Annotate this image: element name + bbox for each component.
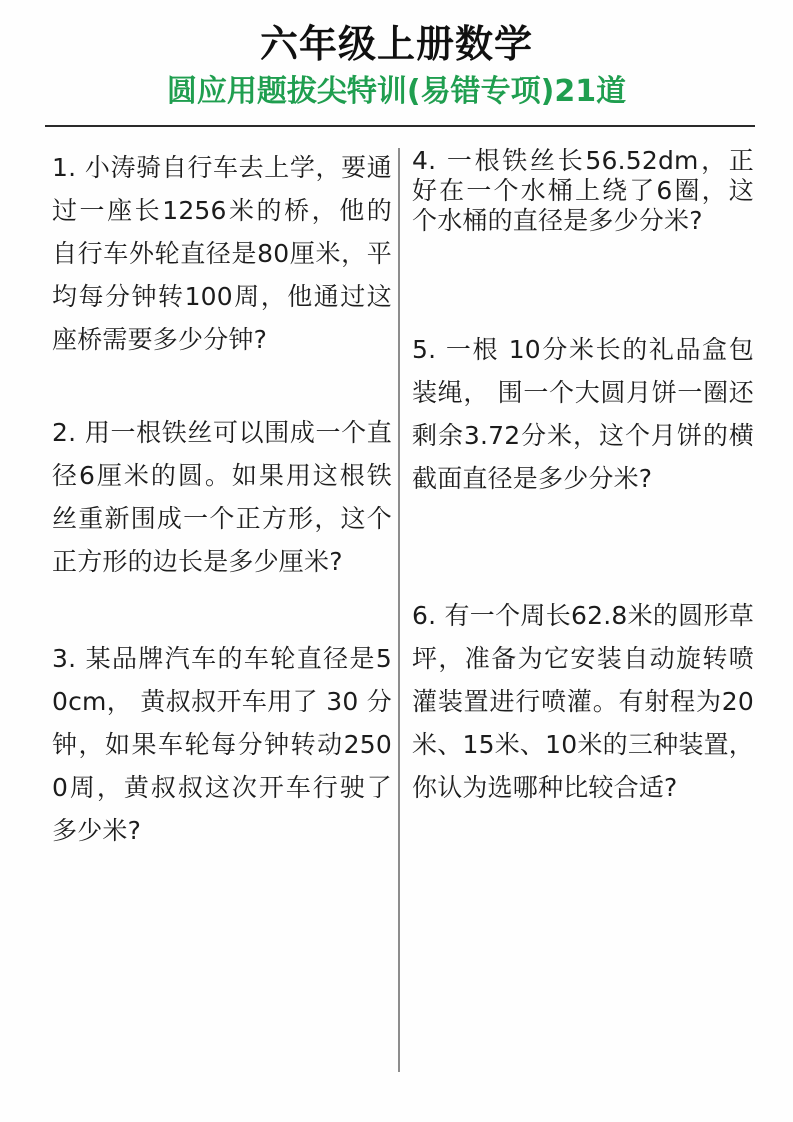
question-item-2: 2. 用一根铁丝可以围成一个直径6厘米的圆。如果用这根铁丝重新围成一个正方形，这个正方形的边长是多少厘米? xyxy=(52,418,392,576)
page-subtitle: 圆应用题拔尖特训(易错专项)21道 xyxy=(166,74,627,109)
question-item-4: 4. 一根铁丝长56.52dm，正好在一个水桶上绕了6圈，这个水桶的直径是多少分米? xyxy=(412,146,754,235)
question-column-left xyxy=(52,146,392,852)
page-title: 六年级上册数学 xyxy=(259,22,533,66)
question-item-1: 1. 小涛骑自行车去上学，要通过一座长1256米的桥，他的自行车外轮直径是80厘米，平均每分钟转100周，他通过这座桥需要多少分钟? xyxy=(52,153,392,354)
question-item-5: 5. 一根 10分米长的礼品盒包装绳， 围一个大圆月饼一圈还剩余3.72分米，这个月饼的横截面直径是多少分米? xyxy=(412,335,754,493)
question-column-right xyxy=(412,146,754,809)
header-divider xyxy=(45,125,755,127)
column-divider xyxy=(398,148,400,1072)
question-item-3: 3. 某品牌汽车的车轮直径是50cm， 黄叔叔开车用了 30 分钟，如果车轮每分钟转动2500周，黄叔叔这次开车行驶了多少米? xyxy=(52,644,392,845)
page-header xyxy=(0,0,793,110)
question-item-6: 6. 有一个周长62.8米的圆形草坪，准备为它安装自动旋转喷灌装置进行喷灌。有射程为20米、15米、10米的三种装置，你认为选哪种比较合适? xyxy=(412,601,754,802)
